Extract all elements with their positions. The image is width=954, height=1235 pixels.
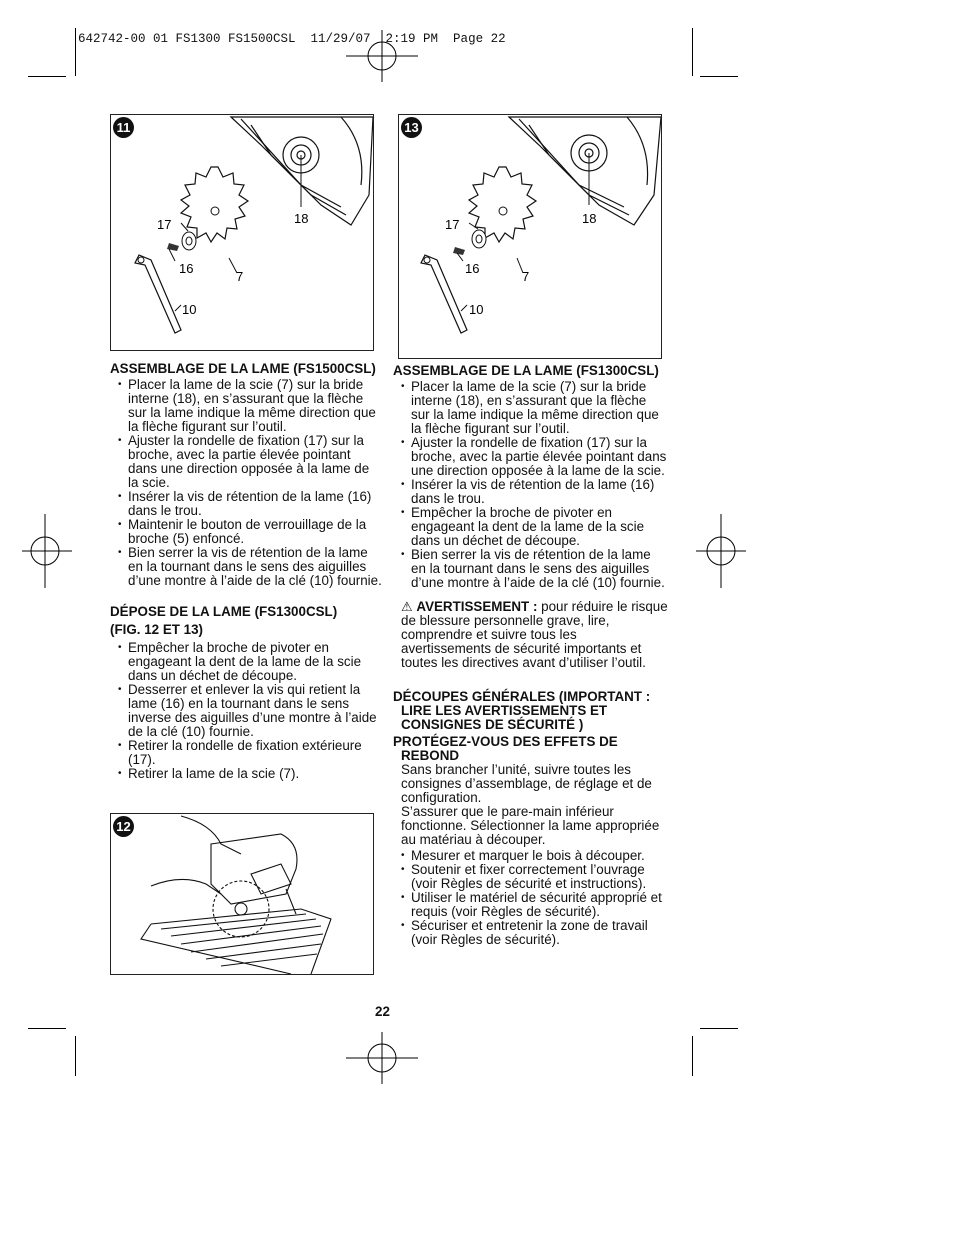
crop-mark	[700, 76, 738, 77]
callout-17: 17	[445, 217, 460, 232]
list-item: • Bien serrer la vis de rétention de la lame en la tournant dans le sens des aiguilles d’une montre à l’aide de la clé (10) fournie.	[401, 548, 668, 590]
registration-mark-top	[346, 30, 418, 82]
callout-18: 18	[582, 211, 597, 226]
section-heading: ASSEMBLAGE DE LA LAME (FS1300CSL)	[393, 363, 659, 378]
figure-12	[110, 813, 374, 975]
list-item: • Ajuster la rondelle de fixation (17) sur la broche, avec la partie élevée pointant dans une direction opposée à la lame de la scie.	[118, 434, 382, 490]
list-item: • Insérer la vis de rétention de la lame (16) dans le trou.	[401, 478, 668, 506]
list-item: • Retirer la lame de la scie (7).	[118, 767, 382, 781]
callout-7: 7	[522, 269, 530, 284]
warning-label: AVERTISSEMENT :	[416, 599, 538, 614]
page-number: 22	[375, 1004, 390, 1019]
section-heading: DÉCOUPES GÉNÉRALES (IMPORTANT : LIRE LES AVERTISSEMENTS ET CONSIGNES DE SÉCURITÉ )	[393, 689, 651, 732]
figure-number-badge: 11	[113, 117, 134, 138]
paragraph: S’assurer que le pare-main inférieur fonctionne. Sélectionner la lame appropriée au matériau à découper.	[401, 804, 660, 847]
figure-13	[398, 114, 662, 359]
figure-11	[110, 114, 374, 351]
list-item: • Utiliser le matériel de sécurité approprié et requis (voir Règles de sécurité).	[401, 891, 668, 919]
list-item: • Ajuster la rondelle de fixation (17) sur la broche, avec la partie élevée pointant dans une direction opposée à la lame de la scie.	[401, 436, 668, 478]
crop-mark	[28, 76, 66, 77]
callout-16: 16	[465, 261, 480, 276]
print-header: 642742-00 01 FS1300 FS1500CSL 11/29/07 2:19 PM Page 22	[78, 32, 506, 46]
crop-mark	[28, 1028, 66, 1029]
callout-7: 7	[236, 269, 244, 284]
callout-10: 10	[182, 302, 197, 317]
section-heading: ASSEMBLAGE DE LA LAME (FS1500CSL)	[110, 361, 376, 376]
callout-16: 16	[179, 261, 194, 276]
blade-assembly-illustration	[111, 115, 373, 350]
figure-number-badge: 12	[113, 816, 134, 837]
section-subheading: (FIG. 12 ET 13)	[110, 622, 204, 637]
warning-paragraph	[393, 600, 668, 670]
crop-mark	[75, 1036, 76, 1076]
list-item: • Bien serrer la vis de rétention de la lame en la tournant dans le sens des aiguilles d’une montre à l’aide de la clé (10) fournie.	[118, 546, 382, 588]
right-column	[393, 364, 668, 947]
instruction-list	[393, 380, 668, 590]
list-item: • Maintenir le bouton de verrouillage de la broche (5) enfoncé.	[118, 518, 382, 546]
list-item: • Soutenir et fixer correctement l’ouvrage (voir Règles de sécurité et instructions).	[401, 863, 668, 891]
section-heading: DÉPOSE DE LA LAME (FS1300CSL)	[110, 604, 338, 619]
list-item: • Desserrer et enlever la vis qui retient la lame (16) en la tournant dans le sens inverse des aiguilles d’une montre à l’aide de la clé (10) fournie.	[118, 683, 382, 739]
crop-mark	[700, 1028, 738, 1029]
list-item: • Empêcher la broche de pivoter en engageant la dent de la lame de la scie dans un déchet de découpe.	[118, 641, 382, 683]
saw-cutting-illustration	[111, 814, 373, 974]
instruction-list	[110, 641, 382, 781]
registration-mark-bottom	[346, 1032, 418, 1084]
list-item: • Placer la lame de la scie (7) sur la bride interne (18), en s’assurant que la flèche sur la lame indique la même direction que la flèche figurant sur l’outil.	[118, 378, 382, 434]
crop-mark	[75, 28, 76, 76]
warning-text: pour réduire le risque de blessure personnelle grave, lire, comprendre et suivre tous les avertissements de sécurité importants et toutes les directives avant d’utiliser l’outil.	[401, 599, 668, 670]
paragraph: Sans brancher l’unité, suivre toutes les consignes d’assemblage, de réglage et de configuration.	[401, 762, 652, 805]
list-item: • Insérer la vis de rétention de la lame (16) dans le trou.	[118, 490, 382, 518]
crop-mark	[692, 1036, 693, 1076]
figure-number-badge: 13	[401, 117, 422, 138]
crop-mark	[692, 28, 693, 76]
blade-assembly-illustration	[399, 115, 661, 358]
callout-10: 10	[469, 302, 484, 317]
list-item: • Placer la lame de la scie (7) sur la bride interne (18), en s’assurant que la flèche sur la lame indique la même direction que la flèche figurant sur l’outil.	[401, 380, 668, 436]
registration-mark-right	[696, 514, 746, 588]
list-item: • Sécuriser et entretenir la zone de travail (voir Règles de sécurité).	[401, 919, 668, 947]
instruction-list	[110, 378, 382, 588]
left-column	[110, 362, 382, 781]
warning-triangle-icon: ⚠	[401, 599, 413, 614]
list-item: • Retirer la rondelle de fixation extérieure (17).	[118, 739, 382, 767]
instruction-list	[393, 849, 668, 947]
callout-17: 17	[157, 217, 172, 232]
list-item: • Mesurer et marquer le bois à découper.	[401, 849, 668, 863]
list-item: • Empêcher la broche de pivoter en engageant la dent de la lame de la scie dans un déchet de découpe.	[401, 506, 668, 548]
registration-mark-left	[22, 514, 72, 588]
callout-18: 18	[294, 211, 309, 226]
section-subheading: PROTÉGEZ-VOUS DES EFFETS DE REBOND	[393, 734, 618, 763]
